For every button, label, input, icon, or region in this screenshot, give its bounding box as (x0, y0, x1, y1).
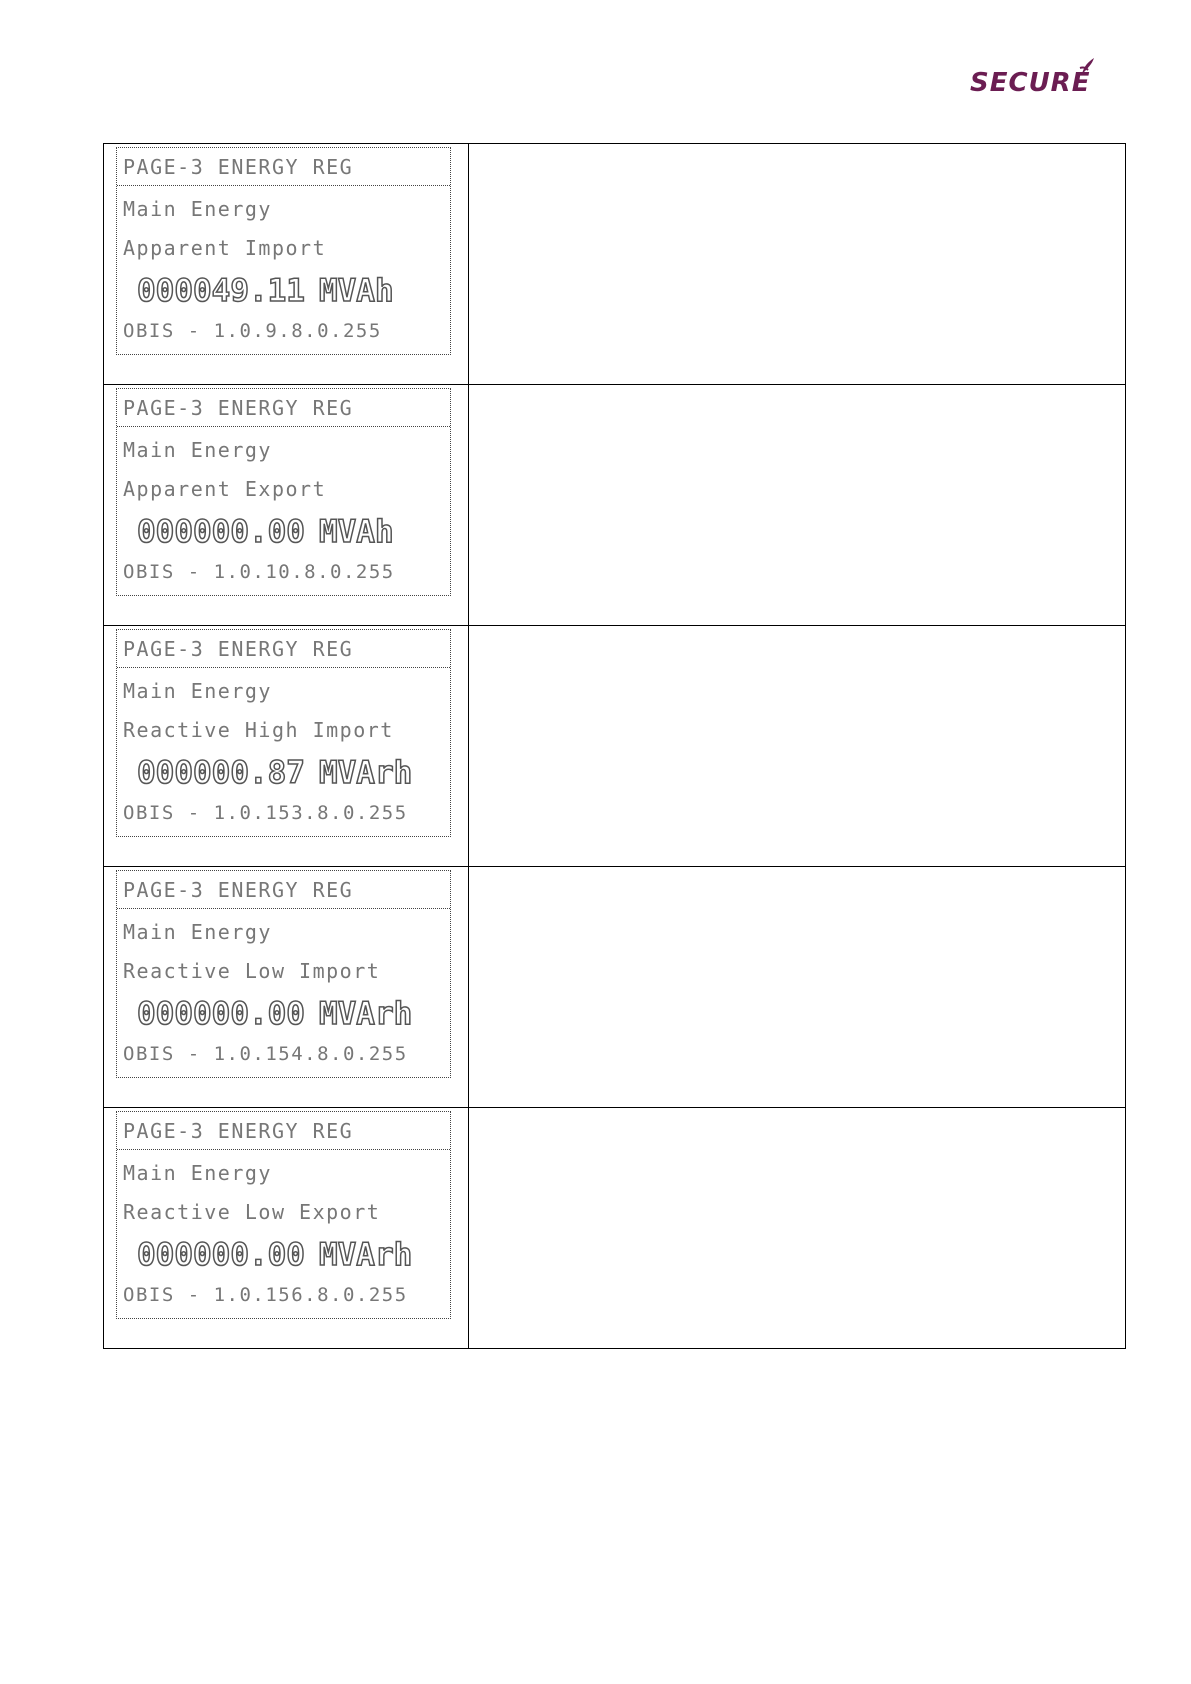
lcd-cell (104, 1108, 469, 1349)
lcd-parameter: Reactive Low Import (123, 959, 381, 983)
lcd-reading (123, 1232, 445, 1278)
lcd-obis-code: OBIS - 1.0.153.8.0.255 (123, 802, 408, 824)
energy-register-table (103, 143, 1126, 1349)
lcd-category: Main Energy (123, 1161, 272, 1185)
lcd-cell (104, 385, 469, 626)
lcd-display (116, 388, 451, 596)
reading-value: 000000.00 (137, 514, 305, 550)
table-row (104, 1108, 1126, 1349)
lcd-cell (104, 867, 469, 1108)
lcd-display (116, 629, 451, 837)
reading-unit: MVArh (318, 755, 413, 791)
description-cell (469, 626, 1126, 867)
lcd-page-title: PAGE-3 ENERGY REG (117, 1112, 450, 1150)
lcd-parameter: Apparent Export (123, 477, 327, 501)
lcd-parameter: Apparent Import (123, 236, 327, 260)
table-row (104, 144, 1126, 385)
reading-unit: MVArh (318, 996, 413, 1032)
lcd-cell (104, 626, 469, 867)
lcd-display (116, 147, 451, 355)
lcd-parameter: Reactive Low Export (123, 1200, 381, 1224)
lcd-obis-code: OBIS - 1.0.9.8.0.255 (123, 320, 382, 342)
description-cell (469, 1108, 1126, 1349)
leaf-icon (1078, 56, 1098, 76)
description-cell (469, 385, 1126, 626)
table-row (104, 867, 1126, 1108)
reading-unit: MVAh (318, 514, 394, 550)
lcd-obis-code: OBIS - 1.0.10.8.0.255 (123, 561, 395, 583)
lcd-category: Main Energy (123, 679, 272, 703)
description-cell (469, 144, 1126, 385)
lcd-reading (123, 509, 445, 555)
logo-text: SECURE (970, 68, 1091, 98)
lcd-category: Main Energy (123, 438, 272, 462)
lcd-parameter: Reactive High Import (123, 718, 394, 742)
lcd-reading (123, 991, 445, 1037)
reading-value: 000000.87 (137, 755, 305, 791)
reading-value: 000049.11 (137, 273, 305, 309)
table-row (104, 385, 1126, 626)
lcd-reading (123, 750, 445, 796)
lcd-reading (123, 268, 445, 314)
lcd-obis-code: OBIS - 1.0.154.8.0.255 (123, 1043, 408, 1065)
lcd-page-title: PAGE-3 ENERGY REG (117, 389, 450, 427)
lcd-page-title: PAGE-3 ENERGY REG (117, 871, 450, 909)
lcd-obis-code: OBIS - 1.0.156.8.0.255 (123, 1284, 408, 1306)
lcd-category: Main Energy (123, 920, 272, 944)
lcd-page-title: PAGE-3 ENERGY REG (117, 148, 450, 186)
lcd-category: Main Energy (123, 197, 272, 221)
lcd-cell (104, 144, 469, 385)
reading-value: 000000.00 (137, 996, 305, 1032)
lcd-display (116, 1111, 451, 1319)
reading-unit: MVAh (318, 273, 394, 309)
description-cell (469, 867, 1126, 1108)
lcd-page-title: PAGE-3 ENERGY REG (117, 630, 450, 668)
lcd-display (116, 870, 451, 1078)
reading-value: 000000.00 (137, 1237, 305, 1273)
table-row (104, 626, 1126, 867)
secure-logo (970, 56, 1108, 106)
reading-unit: MVArh (318, 1237, 413, 1273)
